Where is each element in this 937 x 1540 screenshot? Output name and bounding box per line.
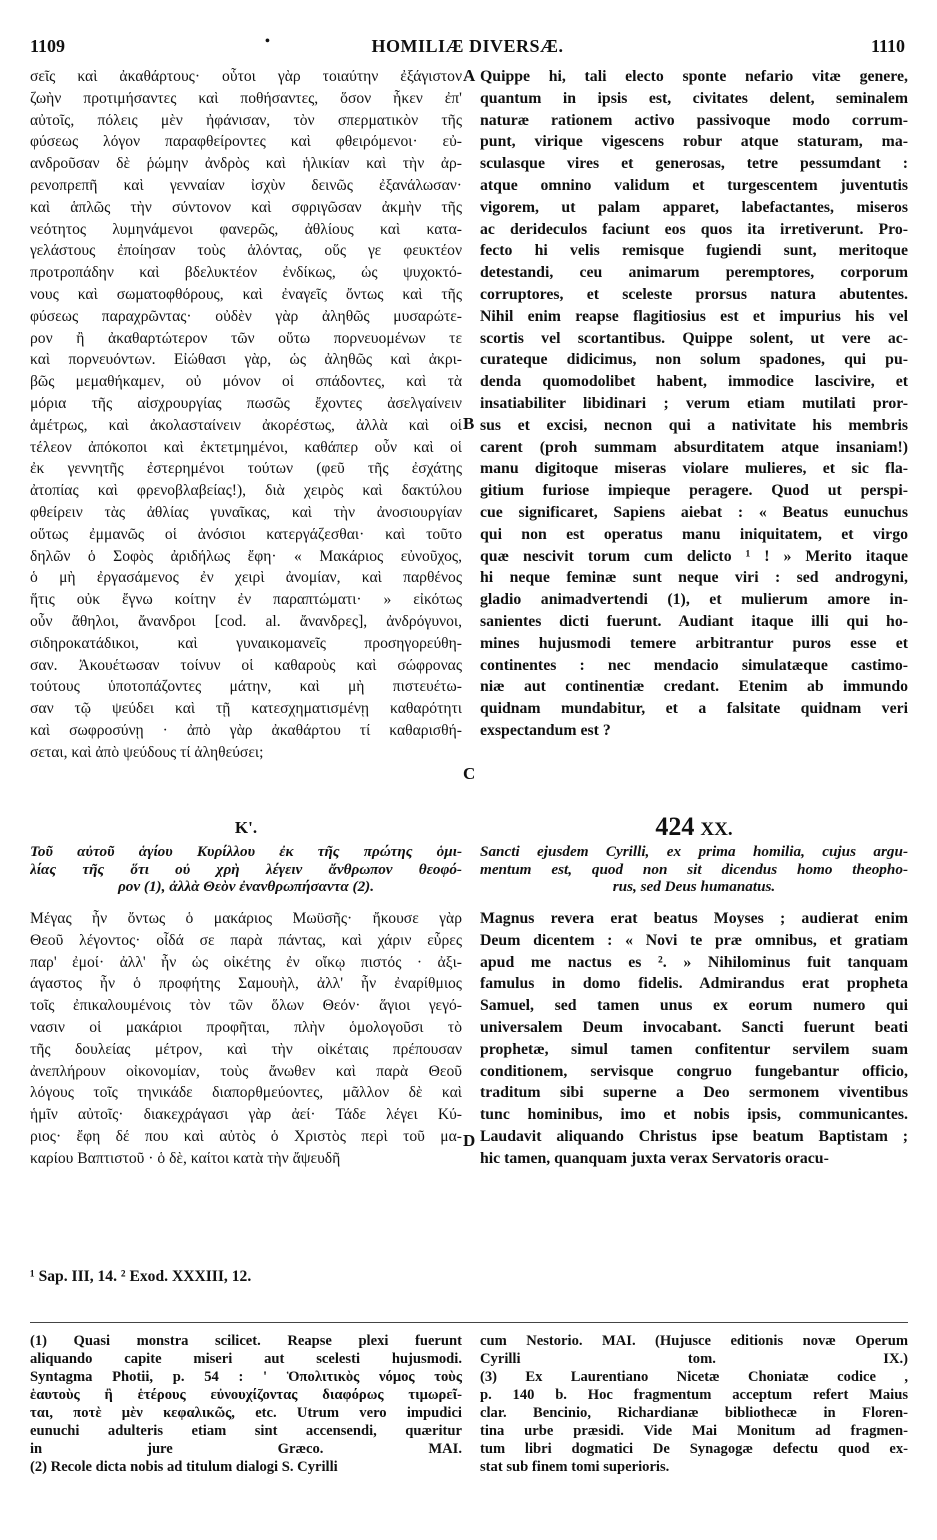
text-line: νασιν οἱ μακάριοι προφῆται, πλὴν ὁμολογοῦσι τὸ (30, 1018, 462, 1036)
text-line: ἀμέτρως, καὶ ἀκολασταίνειν ἀκορέστως, ἀλλὰ καὶ οἱ (30, 416, 462, 434)
text-line: (1) Quasi monstra scilicet. Reapse plexi fuerunt (30, 1333, 462, 1349)
text-line: ἀνεπλήρουν οἰκονομίαν, τοὺς ἄνωθεν καὶ παρὰ Θεοῦ (30, 1062, 462, 1080)
text-line: τῆς δουλείας μέτρον, καὶ τὴν οἰκέταις πρέπουσαν (30, 1040, 462, 1058)
text-line: mines hujusmodi temere arbitrantur puros esse et (480, 634, 908, 652)
text-line: Θεοῦ λέγοντος· οἶδά σε παρὰ πάντας, καὶ χάριν εὗρες (30, 931, 462, 949)
text-line: οὖν ἄθηλοι, ἄνανδροι [cod. al. ἄνανδρες], ἀνδρόγυνοι, (30, 612, 462, 630)
text-line: φθείρειν τὰς ἀθλίας γυναῖκας, καὶ τὴν ἀνοσιουργίαν (30, 503, 462, 521)
text-line: cue significaret, Sapiens aiebat : « Beatus eunuchus (480, 503, 908, 521)
latin-column-top (480, 66, 908, 742)
text-line: fecto hi velis remisque fugiendi sunt, meritoque (480, 242, 908, 260)
text-line: carent (proh summam absurditatem atque insaniam!) (480, 438, 908, 456)
scripture-references: ¹ Sap. III, 14. ² Exod. XXXIII, 12. (30, 1268, 252, 1285)
text-line: manu digitoque miseras violare mulieres, et sic fla- (480, 460, 908, 478)
text-line: ὁ μὴ ἐργασάμενος ἐν χειρὶ ἀνομίαν, καὶ παρθένος (30, 569, 462, 587)
header-mark: • (265, 34, 270, 49)
text-line: mentum est, quod non sit dicendus homo theopho- (480, 860, 908, 878)
margin-marker-a: A (463, 66, 476, 85)
text-line: quæ nescivit torum cum delicto ¹ ! » Merito itaque (480, 547, 908, 565)
text-line: qui non est operatus manu iniquitatem, et virgo (480, 525, 908, 543)
text-line: curateque didicimus, non solum spadones, qui pu- (480, 351, 908, 369)
text-line: σαν. Ἀκουέτωσαν τοίνυν οἱ καθαροὺς καὶ σώφρονας (30, 656, 462, 674)
footnote-divider (30, 1322, 908, 1323)
text-line: δηλῶν ὁ Σοφὸς ἀριδήλως ἔφη· « Μακάριος εὐνοῦχος, (30, 547, 462, 565)
text-line: tunc hominibus, imo et nobis ipsis, communicantes. (480, 1106, 908, 1124)
text-line: aliquando capite miseri aut scelesti hujusmodi. (30, 1351, 462, 1367)
text-line: ac derideculos faciunt eos quos ita irretiverunt. Pro- (480, 220, 908, 238)
text-line: Μέγας ἦν ὄντως ὁ μακάριος Μωϋσῆς· ἤκουσε γὰρ (30, 910, 462, 927)
text-line: Magnus revera erat beatus Moyses ; audierat enim (480, 910, 908, 927)
text-line: ἡμῖν αὐτοῖς· διακεχράγασι γὰρ ἀεί· Τάδε λέγει Κύ- (30, 1106, 462, 1124)
text-line: γελάστους ἐποίησαν τοὺς ἁλόντας, οὕς γε φευκτέον (30, 242, 462, 260)
text-line: cum Nestorio. MAI. (Hujusce editionis novæ Operum (480, 1333, 908, 1349)
text-line: tum libri dogmatici De Synagogæ defectu quod ex- (480, 1441, 908, 1457)
footnotes-left (30, 1332, 462, 1476)
text-line: ἥτις οὐκ ἔγνω κοίτην ἐν παραπτώματι· » εἰκότως (30, 591, 462, 609)
text-line: traditum sibi superne a Deo sermonem viventibus (480, 1084, 908, 1102)
text-line: niæ aut continentiæ credant. Etenim ab immundo (480, 678, 908, 696)
text-line: Quippe hi, tali electo sponte nefario vitæ genere, (480, 68, 908, 85)
text-line: λόγους τοῖς τηνικάδε διαπορθμεύοντες, μᾶλλον δὲ καὶ (30, 1084, 462, 1102)
page-number-right: 1110 (870, 36, 905, 56)
text-line: σιδηροκατάδικοι, καὶ γυναικομανεῖς προσηγορεύθη- (30, 634, 462, 652)
text-line: καὶ ἁπλῶς τὴν σύντονον καὶ σφριγῶσαν ἀκμὴν τῆς (30, 198, 462, 216)
text-line: οὕτως ἐμμανῶς οἱ ἀνόσιοι κατεργάζεσθαι· καὶ τοῦτο (30, 525, 462, 543)
text-line: clar. Bencinio, Richardianæ bibliothecæ in Floren- (480, 1405, 908, 1421)
text-line: Nihil enim reapse flagitiosius est et impurius his vel (480, 307, 908, 325)
text-line: conditionem, servisque congruo fungebantur officio, (480, 1062, 908, 1080)
text-line: Sancti ejusdem Cyrilli, ex prima homilia, cujus argu- (480, 843, 908, 860)
text-line: ρον ἢ ἀκαθαρτώτερον τῶν οὕτω πορνευομένων τε (30, 329, 462, 347)
footnotes-right (480, 1332, 908, 1476)
text-line: νεότητος λυμηνάμενοι φανερῶς, ἀθλίους καὶ κατα- (30, 220, 462, 238)
text-line: Laudavit aliquando Christus ipse beatum Baptistam ; (480, 1127, 908, 1145)
text-line: (2) Recole dicta nobis ad titulum dialogi S. Cyrilli (30, 1459, 338, 1475)
text-line: apud me nactus es ². » Nihilominus fuit tanquam (480, 953, 908, 971)
text-line: denda quomodolibet habent, immodice lascivire, et (480, 373, 908, 391)
text-line: quidnam mundabitur, et a falsitate quidnam veri (480, 700, 908, 718)
running-title: HOMILIÆ DIVERSÆ. (371, 36, 564, 56)
text-line: prophetæ, simul tamen confitentur servilem suam (480, 1040, 908, 1058)
text-line: ανδροῦσαν δὲ ῥώμην ἀνδρὸς καὶ ἡλικίαν καὶ τὴν ἀρ- (30, 155, 462, 173)
page-number-left: 1109 (30, 36, 66, 56)
text-line: sus et excisi, necnon qui a nativitate his membris (480, 416, 908, 434)
text-line: eunuchi adulteris etiam sint accensendi, quæritur (30, 1423, 462, 1439)
text-line: gitium furiose impieque peragere. Quod ut perspi- (480, 482, 908, 500)
text-line: ἑαυτοὺς ἢ ἑτέρους εὐνουχίζοντας διαφόρως τιμωρεῖ- (30, 1387, 462, 1403)
text-line: insatiabiliter libidinari ; verum etiam mutilati pror- (480, 394, 908, 412)
column-number: 424 (655, 812, 695, 841)
text-line: gladio animadvertendi (1), et mulierum amore in- (480, 591, 908, 609)
margin-marker-b: B (463, 414, 475, 433)
text-line: ρον (1), ἀλλὰ Θεὸν ἐνανθρωπήσαντα (2). (117, 878, 375, 895)
text-line: vigorem, ut palam apparet, labefactantes, miseros (480, 198, 908, 216)
greek-column-body (30, 908, 462, 1170)
text-line: μόρια τῆς αἰσχρουργίας πωσῶς ἔχοντες ἀσελγαίνειν (30, 394, 462, 412)
text-line: hic tamen, quanquam juxta verax Servatoris oracu- (480, 1149, 829, 1167)
text-line: Deum dicentem : « Novi te præ omnibus, et gratiam (480, 931, 908, 949)
text-line: universalem Deum invocabant. Sancti fuerunt beati (480, 1018, 908, 1036)
text-line: τούτους ὑποτοπάζοντες μάτην, καὶ μὴ πιστευέτω- (30, 678, 462, 696)
text-line: Syntagma Photii, p. 54 : ' Ὁπολιτικὸς νόμος τοὺς (30, 1369, 462, 1385)
text-line: hi neque feminæ sunt neque viri : sed androgyni, (480, 569, 908, 587)
text-line: ται, ποτὲ μὲν κεφαλικῶς, etc. Utrum vero impudici (30, 1405, 462, 1421)
text-line: famulus in domo fidelis. Admirandus erat propheta (480, 975, 908, 993)
section-heading-latin (480, 843, 908, 896)
text-line: scortis vel scortantibus. Quippe solent, ut vere ac- (480, 329, 908, 347)
greek-column-top (30, 66, 462, 764)
text-line: stat sub finem tomi superioris. (480, 1459, 670, 1475)
text-line: σαν τῷ ψεύδει καὶ τῇ κατεσχηματισμένῃ καθαρότητι (30, 700, 462, 718)
text-line: νους καὶ σωματοφθόρους, καὶ ἐναγεῖς ὄντως καὶ τῆς (30, 285, 462, 303)
text-line: rus, sed Deus humanatus. (612, 878, 776, 895)
text-line: (3) Ex Laurentiano Nicetæ Choniatæ codice , (480, 1369, 908, 1385)
margin-marker-c: C (463, 764, 476, 783)
page-header (30, 36, 905, 58)
text-line: sculasque vires et generosas, tetre pessumdant : (480, 155, 908, 173)
section-heading-greek (30, 843, 462, 896)
text-line: παρ' ἐμοί· ἀλλ' ἦν ὡς οἰκέτης ἐν οἴκῳ πιστός · ἀξι- (30, 953, 462, 971)
text-line: σεται, καὶ ἀπὸ ψεύδους τί ἀληθεύσει; (30, 743, 264, 761)
text-line: λίας τῆς ὅτι οὐ χρὴ λέγειν ἄνθρωπον θεοφό- (30, 860, 462, 878)
text-line: βῶς μεμαθήκαμεν, οὐ μόνον οἱ σπάδοντες, καὶ τὰ (30, 373, 462, 391)
margin-marker-d: D (463, 1131, 476, 1150)
text-line: naturæ rationem activo passivoque modo corrum- (480, 111, 908, 129)
text-line: continentes : nec mendacio simulatæque castimo- (480, 656, 908, 674)
text-line: ἀτοπίας καὶ φρενοβλαβείας!), διὰ χειρὸς καὶ δακτύλου (30, 482, 462, 500)
text-line: τέλεον ἀπόκοποι καὶ ἐκτετμημένοι, καθάπερ οὖν καὶ οἱ (30, 438, 462, 456)
text-line: σεῖς καὶ ἀκαθάρτους· οὗτοι γὰρ τοιαύτην ἐξάγιστον (30, 68, 462, 85)
section-roman-numeral: XX. (700, 819, 733, 840)
text-line: tina urbe præsidi. Vide Mai Monitum ad fragmen- (480, 1423, 908, 1439)
text-line: in jure Græco. MAI. (30, 1441, 462, 1457)
text-line: άγαστος ἦν ὁ προφήτης Σαμουὴλ, ἀλλ' ἦν ἐναρίθμιος (30, 975, 462, 993)
text-line: αὐτοῖς, πόλεις μὲν ἠφάνισαν, τὸν σπερματικὸν τῆς (30, 111, 462, 129)
latin-column-body (480, 908, 908, 1170)
text-line: exspectandum est ? (480, 721, 611, 739)
text-line: p. 140 b. Hoc fragmentum acceptum refert Maius (480, 1387, 908, 1403)
text-line: ζωὴν προτιμήσαντες καὶ ποθήσαντες, ὅσον ἧκεν ἐπ' (30, 89, 462, 107)
text-line: καὶ πορνευόντων. Εἰώθασι γὰρ, ὡς ἀληθῶς καὶ ἀκρι- (30, 351, 462, 369)
text-line: ρενοπρεπῆ καὶ γενναίαν ἰσχὺν δεινῶς ἐξανάλωσαν· (30, 176, 462, 194)
text-line: Samuel, sed tamen unus ex eorum numero qui (480, 997, 908, 1015)
text-line: quantum in ipsis est, civitates delent, seminalem (480, 89, 908, 107)
text-line: φύσεως λόγον παραφθείροντες καὶ φθειρόμενοι· εὐ- (30, 133, 462, 151)
text-line: ριος· ἔφη δέ που καὶ αὐτὸς ὁ Χριστὸς περὶ τοῦ μα- (30, 1127, 462, 1145)
text-line: punt, virique vigescens robur atque staturam, ma- (480, 133, 908, 151)
section-number-greek: Κ'. (234, 818, 258, 837)
text-line: atque omnino validum et turgescentem juventutis (480, 176, 908, 194)
text-line: ἐκ γεννητῆς ἐστερημένοι τούτων (φεῦ τῆς ἐσχάτης (30, 460, 462, 478)
text-line: καὶ σωφροσύνῃ · ἀπὸ γὰρ ἀκαθάρτου τί καθαρισθή- (30, 721, 462, 739)
text-line: καρίου Βαπτιστοῦ · ὁ δὲ, καίτοι κατὰ τὴν ἄψευδῆ (30, 1149, 341, 1167)
text-line: Cyrilli tom. IX.) (480, 1351, 908, 1367)
text-line: Τοῦ αὐτοῦ ἁγίου Κυρίλλου ἐκ τῆς πρώτης ὁμι- (30, 843, 462, 860)
text-line: sanientes dicti fuerunt. Audiant itaque illi qui ho- (480, 612, 908, 630)
text-line: προτροπάδην καὶ βδελυκτέον ἐνδίκως, ὡς ψυχοκτό- (30, 264, 462, 282)
text-line: detestandi, ceu animarum peremptores, corporum (480, 264, 908, 282)
section-number-latin (480, 812, 908, 842)
text-line: τοῖς ἐπικαλουμένοις τὸν τῶν ὅλων Θεόν· ἅγιοι γεγό- (30, 997, 462, 1015)
text-line: φύσεως παραχρῶντας· οὐδὲν γὰρ ἀληθῶς μυσαρώτε- (30, 307, 462, 325)
text-line: corruptores, et sceleste prorsus natura abutentes. (480, 285, 908, 303)
